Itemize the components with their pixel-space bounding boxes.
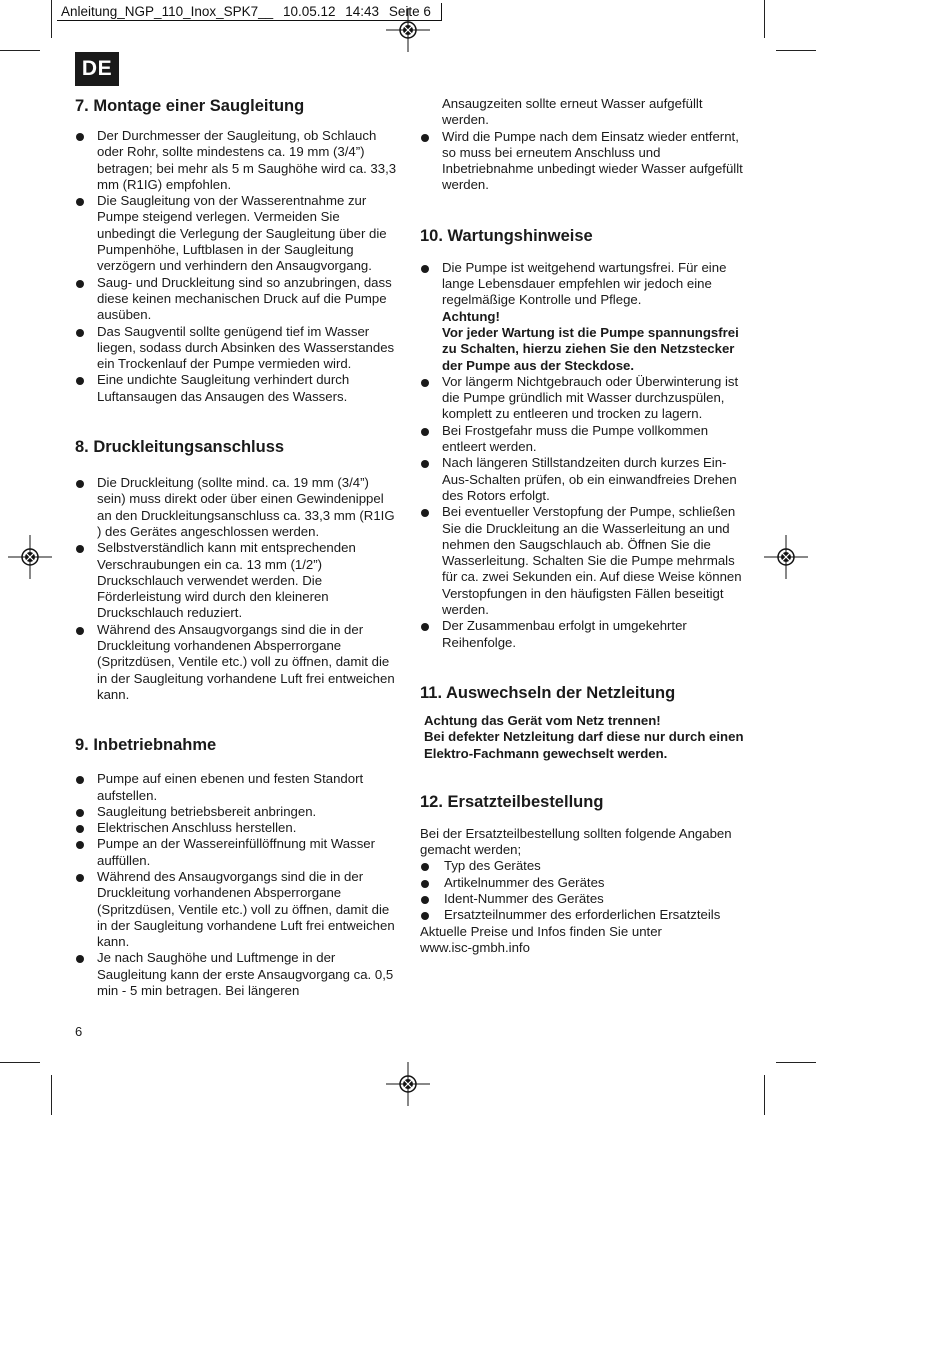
list-item: Selbstverständlich kann mit entsprechenden Verschraubungen ein ca. 13 mm (1/2”) Druckschlauch verwendet werden. Die Förderleistung wird durch den kleineren Druckschlauch reduziert. [75,540,400,621]
print-header [57,3,442,21]
right-column [420,96,745,956]
list-item: Saug- und Druckleitung sind so anzubringen, dass diese keinen mechanischen Druck auf die Pumpe ausüben. [75,275,400,324]
page-number: 6 [75,1024,83,1039]
list-item: Der Durchmesser der Saugleitung, ob Schlauch oder Rohr, sollte mindestens ca. 19 mm (3/4”) betragen; bei mehr als 5 m Saughöhe wird ca. 33,3 mm (R1IG) empfohlen. [75,128,400,193]
print-date: 10.05.12 [282,4,336,19]
print-file: Anleitung_NGP_110_Inox_SPK7__ [61,4,274,19]
list-item: Pumpe auf einen ebenen und festen Standort aufstellen. [75,771,400,804]
list-item: Die Druckleitung (sollte mind. ca. 19 mm (3/4”) sein) muss direkt oder über einen Gewindenippel an den Druckleitungsanschluss ca. 33,3 mm (R1IG ) des Gerätes angeschlossen werden. [75,475,400,540]
section-title: 7. Montage einer Saugleitung [75,97,305,115]
section-10-maintenance [420,226,745,651]
warning-line: Achtung das Gerät vom Netz trennen! [424,712,661,728]
crop-mark [51,1075,52,1115]
intro-text: Bei der Ersatzteilbestellung sollten folgende Angaben gemacht werden; [420,825,732,858]
website-link[interactable]: www.isc-gmbh.info [420,939,530,955]
list-item: Vor längerm Nichtgebrauch oder Überwinterung ist die Pumpe gründlich mit Wasser durchzuspülen, komplett zu entleeren und trocken zu lagern. [420,374,745,423]
bullet-list [75,771,400,999]
section-title: 10. Wartungshinweise [420,226,593,245]
list-item: Saugleitung betriebsbereit anbringen. [75,804,400,820]
list-item: Während des Ansaugvorgangs sind die in der Druckleitung vorhandenen Absperrorgane (Spritzdüsen, Ventile etc.) voll zu öffnen, damit die in der Saugleitung vorhandene Luft frei entweichen kann. [75,869,400,950]
list-item: Das Saugventil sollte genügend tief im Wasser liegen, sodass durch Absinken des Wasserstandes ein Trockenlauf der Pumpe vermieden wird. [75,324,400,373]
list-item-continuation: Ansaugzeiten sollte erneut Wasser aufgefüllt werden. [442,96,703,128]
crop-mark [0,1062,40,1063]
warning-line: Bei defekter Netzleitung darf diese nur durch einen Elektro-Fachmann gewechselt werden. [424,729,744,761]
list-item: Artikelnummer des Gerätes [420,875,745,891]
bullet-list [420,260,745,651]
list-item: Nach längeren Stillstandzeiten durch kurzes Ein-Aus-Schalten prüfen, ob ein einwandfreies Drehen des Rotors erfolgt. [420,455,745,504]
list-item: Ersatzteilnummer des erforderlichen Ersatzteils [420,907,745,923]
list-item: Die Saugleitung von der Wasserentnahme zur Pumpe steigend verlegen. Vermeiden Sie unbedingt die Verlegung der Saugleitung über die Pumpenhöhe, Luftblasen in der Saugleitung verzögern und verhindern den Ansaugvorgang. [75,193,400,274]
bullet-list [420,858,745,923]
list-item: Bei Frostgefahr muss die Pumpe vollkommen entleert werden. [420,423,745,456]
list-item: Ident-Nummer des Gerätes [420,891,745,907]
list-item: Wird die Pumpe nach dem Einsatz wieder entfernt, so muss bei erneutem Anschluss und Inbetriebnahme unbedingt wieder Wasser aufgefüllt werden. [420,129,745,194]
bullet-list [75,128,400,405]
list-item: Elektrischen Anschluss herstellen. [75,820,400,836]
section-12-spare-parts [420,792,745,956]
bullet-list-continued [420,96,745,194]
section-9-commissioning [75,735,400,999]
language-badge: DE [75,52,119,86]
section-title: 8. Druckleitungsanschluss [75,438,285,457]
maintenance-note: Die Pumpe ist weitgehend wartungsfrei. Für eine lange Lebensdauer empfehlen wir jedoch eine regelmäßige Kontrolle und Pflege. [442,259,727,308]
section-7-suction-line [75,96,400,405]
list-item [420,260,745,374]
list-item: Eine undichte Saugleitung verhindert durch Luftansaugen das Ansaugen des Wassers. [75,372,400,405]
section-title: 9. Inbetriebnahme [75,736,217,755]
crop-mark [764,1075,765,1115]
crop-mark [51,0,52,38]
outro-text: Aktuelle Preise und Infos finden Sie unter [420,923,662,939]
bullet-list [75,475,400,703]
list-item: Je nach Saughöhe und Luftmenge in der Saugleitung kann der erste Ansaugvorgang ca. 0,5 min - 5 min betragen. Bei längeren [75,950,400,999]
crop-mark [776,1062,816,1063]
list-item: Pumpe an der Wassereinfüllöffnung mit Wasser auffüllen. [75,836,400,869]
list-item: Der Zusammenbau erfolgt in umgekehrter Reihenfolge. [420,618,745,651]
list-item: Bei eventueller Verstopfung der Pumpe, schließen Sie die Druckleitung an die Wasserleitung an und nehmen den Saugschlauch ab. Öffnen Sie die Wasserleitung. Schalten Sie die Pumpe mehrmals für ca. zwei Sekunden ein. Auf diese Weise können Verstopfungen in den häufigsten Fällen beseitigt werden. [420,504,745,618]
list-item: Typ des Gerätes [420,858,745,874]
section-11-power-cord [420,683,745,762]
registration-mark-icon [8,535,52,579]
crop-mark [776,50,816,51]
warning-text: Vor jeder Wartung ist die Pumpe spannungsfrei zu Schalten, hierzu ziehen Sie den Netzstecker der Pumpe aus der Steckdose. [442,324,739,373]
list-item: Während des Ansaugvorgangs sind die in der Druckleitung vorhandenen Absperrorgane (Spritzdüsen, Ventile etc.) voll zu öffnen, damit die in der Saugleitung vorhandene Luft frei entweichen kann. [75,622,400,703]
left-column [75,96,400,999]
registration-mark-icon [386,1062,430,1106]
registration-mark-icon [764,535,808,579]
section-8-pressure-line [75,437,400,703]
warning-label: Achtung! [442,308,500,324]
crop-mark [0,50,40,51]
section-title: 11. Auswechseln der Netzleitung [420,683,676,702]
print-time: 14:43 [345,4,380,19]
section-title: 12. Ersatzteilbestellung [420,792,604,811]
registration-mark-icon [386,8,430,52]
crop-mark [764,0,765,38]
print-page: Seite 6 [388,4,431,19]
